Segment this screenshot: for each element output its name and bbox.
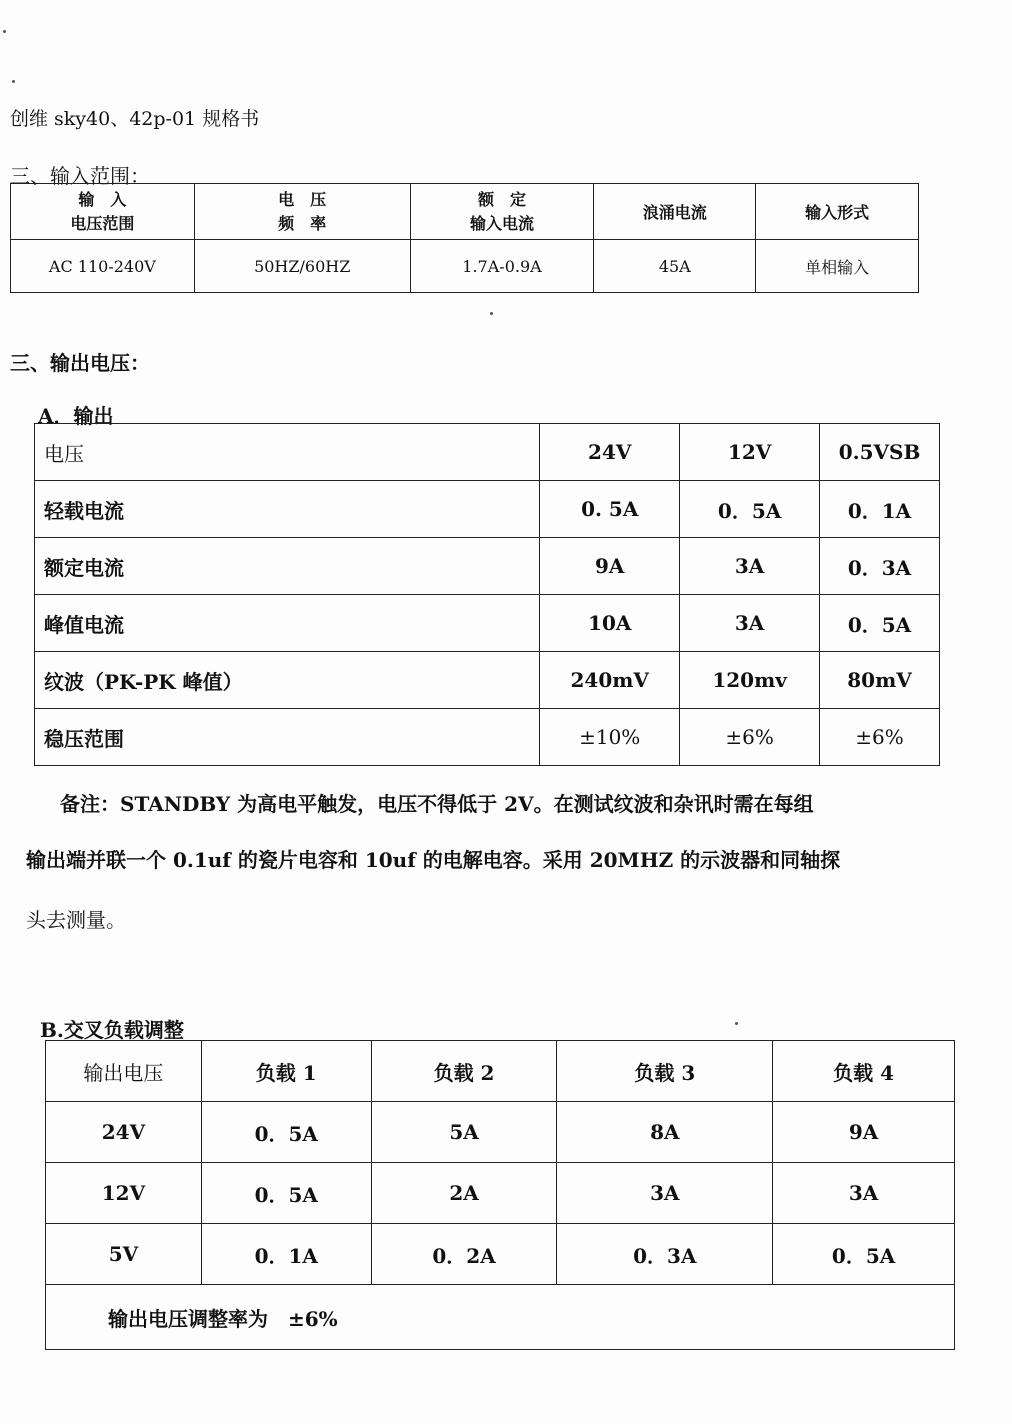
row-label: 稳压范围 — [35, 709, 540, 766]
table-cell: 12V — [46, 1163, 202, 1224]
table-cell: 1.7A-0.9A — [410, 240, 594, 293]
table-cell: 240mV — [540, 652, 680, 709]
table-row — [35, 709, 940, 766]
table-cell: 0.5VSB — [820, 424, 940, 481]
header-input-voltage-range: 输 入 电压范围 — [11, 184, 195, 240]
cross-load-table — [45, 1040, 955, 1350]
table-row — [35, 595, 940, 652]
header-input-form: 输入形式 — [756, 184, 919, 240]
table-cell: 0．5A — [773, 1224, 955, 1285]
table-cell: 0．3A — [557, 1224, 773, 1285]
table-row — [35, 481, 940, 538]
table-cell: 3A — [773, 1163, 955, 1224]
table-row — [46, 1163, 955, 1224]
table-cell: 8A — [557, 1102, 773, 1163]
table-cell: 0．5A — [820, 595, 940, 652]
row-label: 额定电流 — [35, 538, 540, 595]
table-cell: 5A — [371, 1102, 557, 1163]
input-table-header-row — [11, 184, 919, 240]
table-cell: 80mV — [820, 652, 940, 709]
scan-speck — [12, 80, 15, 83]
output-voltage-heading: 三、输出电压： — [10, 351, 150, 375]
table-cell: 0．5A — [201, 1163, 371, 1224]
table-cell: 2A — [371, 1163, 557, 1224]
table-row — [46, 1102, 955, 1163]
table-cell: 50HZ/60HZ — [194, 240, 410, 293]
cross-load-heading: B.交叉负载调整 — [40, 1018, 184, 1042]
header-load-1: 负载 1 — [201, 1041, 371, 1102]
table-cell: 9A — [773, 1102, 955, 1163]
table-cell: ±10% — [540, 709, 680, 766]
output-subheading-a: A．输出 — [38, 404, 114, 428]
scan-speck — [735, 1022, 738, 1025]
note-line-3: 头去测量。 — [26, 908, 126, 932]
table-cell: 5V — [46, 1224, 202, 1285]
regulation-rate-note: 输出电压调整率为 ±6% — [46, 1285, 955, 1350]
header-voltage-frequency: 电 压 频 率 — [194, 184, 410, 240]
table-cell: 0．5A — [680, 481, 820, 538]
table-cell: 0．1A — [820, 481, 940, 538]
table-row — [35, 424, 940, 481]
table-cell: 10A — [540, 595, 680, 652]
table-cell: 24V — [46, 1102, 202, 1163]
table-cell: 3A — [680, 595, 820, 652]
input-range-heading: 三、输入范围： — [10, 164, 150, 188]
table-row — [35, 538, 940, 595]
input-table-value-row — [11, 240, 919, 293]
table-cell: 0．3A — [820, 538, 940, 595]
output-table — [34, 423, 940, 766]
row-label: 轻载电流 — [35, 481, 540, 538]
table-cell: 单相输入 — [756, 240, 919, 293]
table-cell: 0．1A — [201, 1224, 371, 1285]
scan-speck — [490, 312, 493, 315]
header-output-voltage: 输出电压 — [46, 1041, 202, 1102]
header-rated-input-current: 额 定 输入电流 — [410, 184, 594, 240]
table-cell: 3A — [557, 1163, 773, 1224]
header-load-2: 负载 2 — [371, 1041, 557, 1102]
table-cell: ±6% — [820, 709, 940, 766]
table-cell: ±6% — [680, 709, 820, 766]
note-line-1: 备注：STANDBY 为高电平触发，电压不得低于 2V。在测试纹波和杂讯时需在每组 — [60, 792, 814, 816]
scan-speck — [3, 30, 6, 33]
document-title: 创维 sky40、42p-01 规格书 — [10, 108, 260, 130]
table-footer-row — [46, 1285, 955, 1350]
table-row — [46, 1224, 955, 1285]
table-cell: 0．2A — [371, 1224, 557, 1285]
row-label: 电压 — [35, 424, 540, 481]
table-cell: 3A — [680, 538, 820, 595]
header-load-4: 负载 4 — [773, 1041, 955, 1102]
table-cell: 9A — [540, 538, 680, 595]
table-cell: 120mv — [680, 652, 820, 709]
header-load-3: 负载 3 — [557, 1041, 773, 1102]
table-cell: AC 110-240V — [11, 240, 195, 293]
table-cell: 12V — [680, 424, 820, 481]
header-inrush-current: 浪涌电流 — [594, 184, 756, 240]
row-label: 峰值电流 — [35, 595, 540, 652]
note-line-2: 输出端并联一个 0.1uf 的瓷片电容和 10uf 的电解电容。采用 20MHZ 的示波器和同轴探 — [26, 848, 841, 872]
table-row — [35, 652, 940, 709]
table-cell: 0．5A — [201, 1102, 371, 1163]
table-header-row — [46, 1041, 955, 1102]
table-cell: 45A — [594, 240, 756, 293]
row-label: 纹波（PK-PK 峰值） — [35, 652, 540, 709]
input-range-table — [10, 183, 919, 293]
table-cell: 24V — [540, 424, 680, 481]
table-cell: 0. 5A — [540, 481, 680, 538]
